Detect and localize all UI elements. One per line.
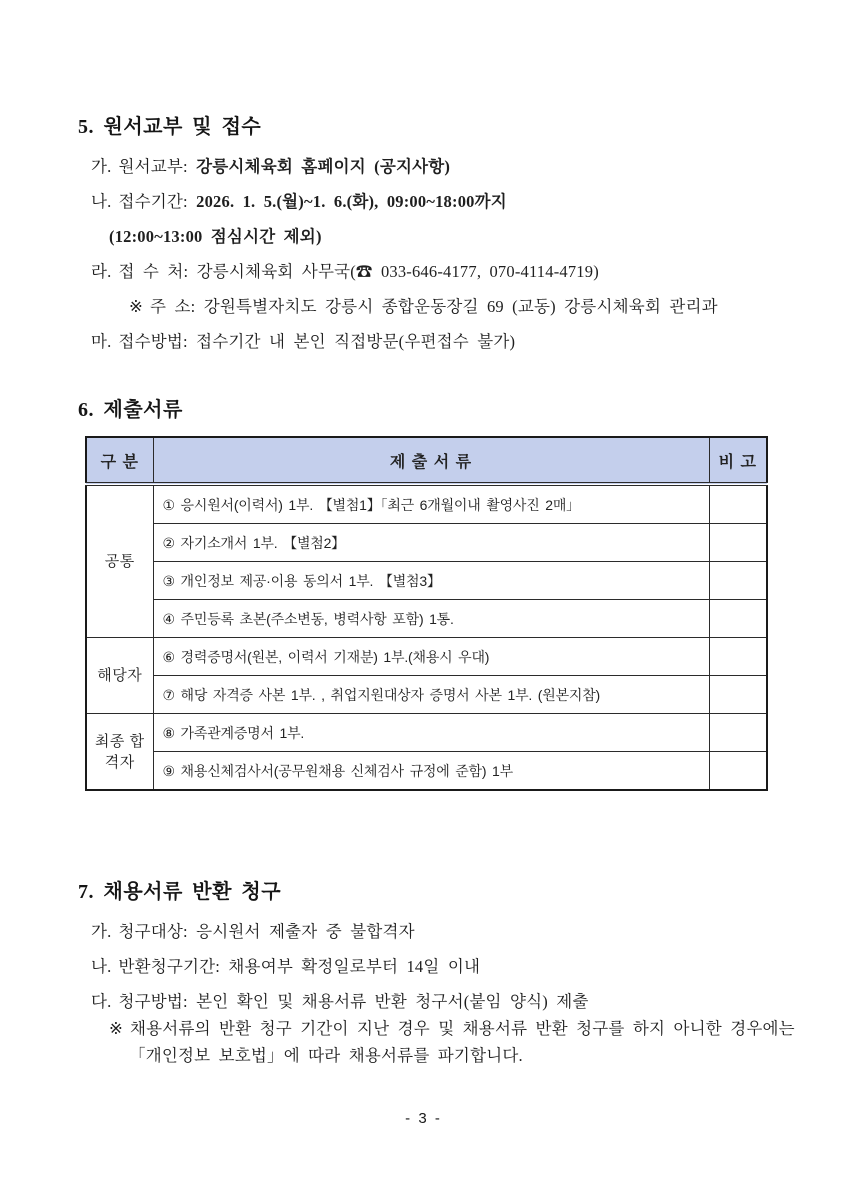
list-text: 접수방법: 접수기간 내 본인 직접방문(우편접수 불가) (118, 332, 516, 351)
note-cell (709, 524, 767, 562)
table-row (86, 562, 767, 600)
note-cell (709, 638, 767, 676)
document-cell: ⑧ 가족관계증명서 1부. (153, 714, 709, 752)
table-row (86, 524, 767, 562)
list-marker: 나. (91, 192, 112, 211)
document-cell: ⑦ 해당 자격증 사본 1부. , 취업지원대상자 증명서 사본 1부. (원본지참) (153, 676, 709, 714)
table-row (86, 752, 767, 791)
section-7-heading: 7. 채용서류 반환 청구 (78, 881, 282, 903)
section-application (78, 0, 778, 353)
table-row (86, 638, 767, 676)
list-item (78, 920, 778, 943)
note-text: 주 소: 강원특별자치도 강릉시 종합운동장길 69 (교동) 강릉시체육회 관리과 (150, 297, 718, 316)
category-cell-final: 최종 합격자 (86, 714, 153, 791)
document-cell: ② 자기소개서 1부. 【별첨2】 (153, 524, 709, 562)
note-line-continuation (78, 1044, 778, 1067)
document-cell: ③ 개인정보 제공·이용 동의서 1부. 【별첨3】 (153, 562, 709, 600)
list-marker: 가. (91, 922, 112, 941)
list-item (78, 330, 778, 353)
note-line (78, 1017, 795, 1040)
list-text: 접수기간: (118, 192, 197, 211)
document-cell: ① 응시원서(이력서) 1부. 【별첨1】「최근 6개월이내 촬영사진 2매」 (153, 484, 709, 524)
category-cell-common: 공통 (86, 484, 153, 638)
list-marker: 라. (91, 262, 112, 281)
list-text-bold: 2026. 1. 5.(월)~1. 6.(화), 09:00~18:00까지 (196, 192, 507, 211)
col-header-note: 비 고 (709, 437, 767, 484)
table-row (86, 714, 767, 752)
section-return-request (78, 791, 795, 1067)
table-row (86, 676, 767, 714)
category-cell-applicable: 해당자 (86, 638, 153, 714)
list-text: 원서교부: (118, 157, 197, 176)
document-cell: ⑨ 채용신체검사서(공무원채용 신체검사 규정에 준함) 1부 (153, 752, 709, 791)
note-text: 「개인정보 보호법」에 따라 채용서류를 파기합니다. (129, 1046, 523, 1065)
list-marker: 다. (91, 992, 112, 1011)
list-text: 청구방법: 본인 확인 및 채용서류 반환 청구서(붙임 양식) 제출 (118, 992, 589, 1011)
note-text: 채용서류의 반환 청구 기간이 지난 경우 및 채용서류 반환 청구를 하지 아니한 경우에는 (130, 1019, 795, 1038)
note-cell (709, 752, 767, 791)
list-marker: 나. (91, 957, 112, 976)
note-cell (709, 600, 767, 638)
list-marker: 가. (91, 157, 112, 176)
section-5-heading: 5. 원서교부 및 접수 (78, 116, 262, 138)
list-item (78, 990, 778, 1013)
note-cell (709, 676, 767, 714)
note-cell (709, 484, 767, 524)
list-text: 청구대상: 응시원서 제출자 중 불합격자 (118, 922, 415, 941)
document-cell: ⑥ 경력증명서(원본, 이력서 기재분) 1부.(채용시 우대) (153, 638, 709, 676)
table-row (86, 600, 767, 638)
list-item-continuation (78, 225, 778, 248)
col-header-documents: 제 출 서 류 (153, 437, 709, 484)
page-content (78, 0, 795, 1067)
list-text-bold: 강릉시체육회 홈페이지 (공지사항) (196, 157, 451, 176)
section-documents (78, 353, 778, 791)
list-item (78, 190, 778, 213)
list-item (78, 260, 778, 283)
asterisk-marker: ※ (109, 1019, 124, 1038)
list-item (78, 955, 778, 978)
asterisk-marker: ※ (129, 297, 144, 316)
page-number: - 3 - (405, 1110, 442, 1127)
list-text-bold: (12:00~13:00 점심시간 제외) (109, 227, 322, 246)
list-text: 접 수 처: 강릉시체육회 사무국(☎ 033-646-4177, 070-4114-4719) (118, 262, 599, 281)
note-cell (709, 562, 767, 600)
note-cell (709, 714, 767, 752)
col-header-category: 구 분 (86, 437, 153, 484)
document-cell: ④ 주민등록 초본(주소변동, 병력사항 포함) 1통. (153, 600, 709, 638)
section-6-heading: 6. 제출서류 (78, 399, 183, 421)
table-header-row (86, 437, 767, 484)
list-item (78, 155, 778, 178)
documents-table (85, 436, 768, 791)
list-marker: 마. (91, 332, 112, 351)
list-text: 반환청구기간: 채용여부 확정일로부터 14일 이내 (118, 957, 481, 976)
note-line (78, 295, 778, 318)
table-row (86, 484, 767, 524)
